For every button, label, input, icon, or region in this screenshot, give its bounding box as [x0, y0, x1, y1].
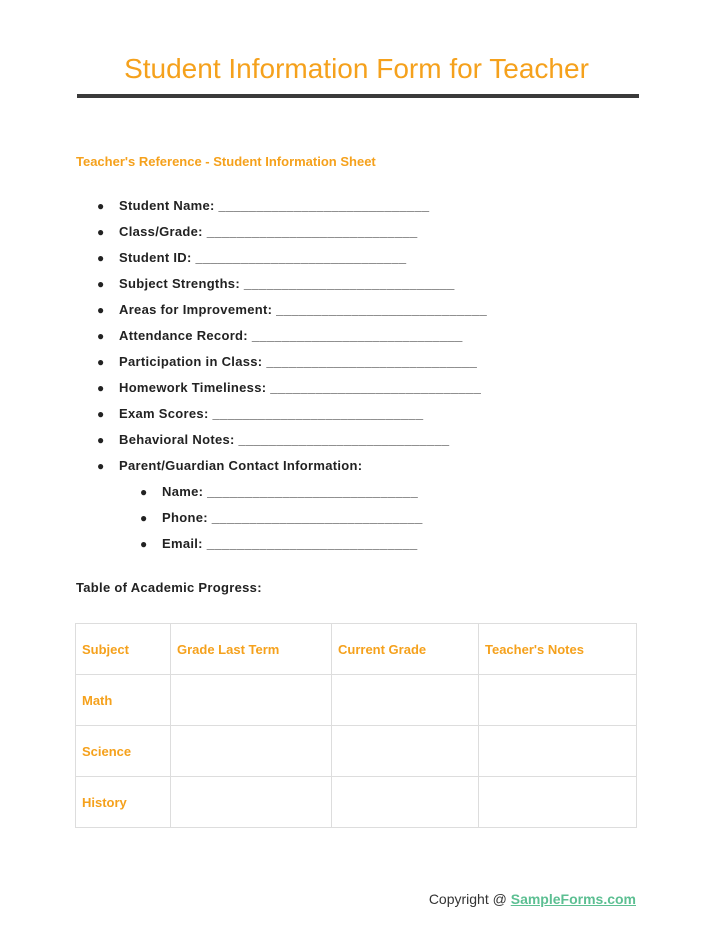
field-label: Areas for Improvement: ____________________________ [119, 302, 488, 317]
field-label: Homework Timeliness: ____________________________ [119, 380, 482, 395]
field-contact-email [97, 535, 487, 561]
field-participation [97, 353, 487, 379]
table-cell-subject: Math [76, 675, 171, 726]
bullet-icon: ● [97, 433, 105, 447]
table-header-cell: Teacher's Notes [479, 624, 637, 675]
field-behavioral-notes [97, 431, 487, 457]
table-cell [479, 777, 637, 828]
table-row [76, 675, 637, 726]
bullet-icon: ● [140, 537, 148, 551]
table-cell [171, 777, 332, 828]
table-row [76, 726, 637, 777]
field-label: Student Name: ____________________________ [119, 198, 430, 213]
bullet-icon: ● [97, 251, 105, 265]
table-header-cell: Grade Last Term [171, 624, 332, 675]
table-cell [332, 675, 479, 726]
bullet-icon: ● [97, 381, 105, 395]
field-label: Phone: ____________________________ [162, 510, 423, 525]
table-header-cell: Subject [76, 624, 171, 675]
field-label: Student ID: ____________________________ [119, 250, 407, 265]
table-cell [171, 726, 332, 777]
copyright-footer [429, 890, 636, 908]
table-cell [479, 675, 637, 726]
bullet-icon: ● [97, 459, 105, 473]
table-header-cell: Current Grade [332, 624, 479, 675]
brand-link[interactable]: SampleForms.com [510, 891, 636, 907]
field-student-id [97, 249, 487, 275]
title-divider [77, 94, 639, 98]
bullet-icon: ● [140, 485, 148, 499]
bullet-icon: ● [140, 511, 148, 525]
field-label: Name: ____________________________ [162, 484, 418, 499]
field-label: Subject Strengths: ____________________________ [119, 276, 455, 291]
field-label: Participation in Class: ____________________________ [119, 354, 478, 369]
field-label: Class/Grade: ____________________________ [119, 224, 418, 239]
table-cell-subject: Science [76, 726, 171, 777]
bullet-icon: ● [97, 355, 105, 369]
table-cell [171, 675, 332, 726]
page-title: Student Information Form for Teacher [124, 53, 589, 84]
field-exam-scores [97, 405, 487, 431]
field-areas-for-improvement [97, 301, 487, 327]
table-cell-subject: History [76, 777, 171, 828]
field-attendance-record [97, 327, 487, 353]
bullet-icon: ● [97, 199, 105, 213]
table-cell [332, 777, 479, 828]
field-label: Behavioral Notes: ____________________________ [119, 432, 450, 447]
field-label: Email: ____________________________ [162, 536, 418, 551]
academic-progress-table [75, 623, 637, 828]
table-label: Table of Academic Progress: [76, 580, 262, 595]
field-label: Attendance Record: ____________________________ [119, 328, 463, 343]
field-contact-phone [97, 509, 487, 535]
section-subtitle: Teacher's Reference - Student Information Sheet [76, 154, 376, 169]
bullet-icon: ● [97, 407, 105, 421]
table-cell [479, 726, 637, 777]
table-header-row [76, 624, 637, 675]
field-contact-name [97, 483, 487, 509]
bullet-icon: ● [97, 303, 105, 317]
copyright-prefix: Copyright @ [428, 891, 511, 907]
field-homework-timeliness [97, 379, 487, 405]
bullet-icon: ● [97, 329, 105, 343]
bullet-icon: ● [97, 225, 105, 239]
field-label: Parent/Guardian Contact Information: [119, 458, 363, 473]
field-parent-contact [97, 457, 487, 483]
bullet-icon: ● [97, 277, 105, 291]
field-class-grade [97, 223, 487, 249]
table-row [76, 777, 637, 828]
field-label: Exam Scores: ____________________________ [119, 406, 424, 421]
student-field-list [97, 197, 487, 561]
field-student-name [97, 197, 487, 223]
table-cell [332, 726, 479, 777]
field-subject-strengths [97, 275, 487, 301]
